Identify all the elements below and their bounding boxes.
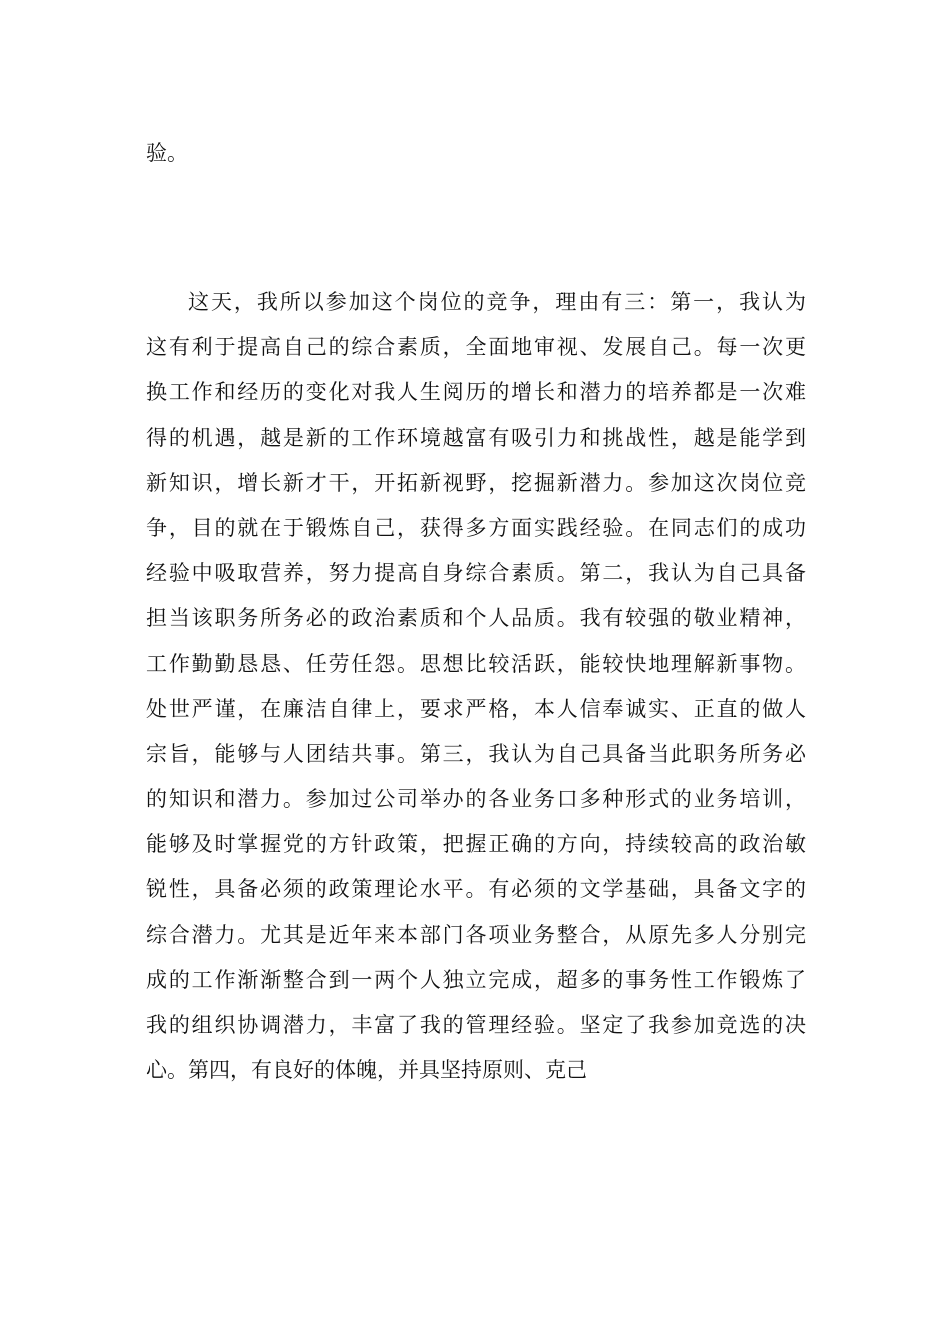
paragraph-line: 宗旨，能够与人团结共事。第三，我认为自己具备当此职务所务必 <box>146 741 806 766</box>
body-paragraph <box>146 280 806 1093</box>
paragraph-line: 综合潜力。尤其是近年来本部门各项业务整合，从原先多人分别完 <box>146 922 806 947</box>
paragraph-line: 得的机遇，越是新的工作环境越富有吸引力和挑战性，越是能学到 <box>146 425 806 450</box>
paragraph-line: 成的工作渐渐整合到一两个人独立完成，超多的事务性工作锻炼了 <box>146 967 806 992</box>
paragraph-line: 我的组织协调潜力，丰富了我的管理经验。坚定了我参加竞选的决 <box>146 1013 806 1037</box>
paragraph-line: 能够及时掌握党的方针政策，把握正确的方向，持续较高的政治敏 <box>146 832 806 857</box>
paragraph-line: 这天，我所以参加这个岗位的竞争，理由有三：第一，我认为 <box>188 290 806 314</box>
paragraph-line: 新知识，增长新才干，开拓新视野，挖掘新潜力。参加这次岗位竞 <box>146 470 806 495</box>
paragraph-line: 担当该职务所务必的政治素质和个人品质。我有较强的敬业精神， <box>146 606 806 631</box>
carry-over-text: 验。 <box>146 141 188 165</box>
paragraph-line: 这有利于提高自己的综合素质，全面地审视、发展自己。每一次更 <box>146 335 806 360</box>
paragraph-line: 的知识和潜力。参加过公司举办的各业务口多种形式的业务培训， <box>146 787 806 812</box>
paragraph-line: 工作勤勤恳恳、任劳任怨。思想比较活跃，能较快地理解新事物。 <box>146 651 806 676</box>
paragraph-line: 争，目的就在于锻炼自己，获得多方面实践经验。在同志们的成功 <box>146 515 806 540</box>
paragraph-line: 换工作和经历的变化对我人生阅历的增长和潜力的培养都是一次难 <box>146 380 806 405</box>
paragraph-line: 心。第四，有良好的体魄，并具坚持原则、克己 <box>146 1058 587 1083</box>
paragraph-line: 经验中吸取营养，努力提高自身综合素质。第二，我认为自己具备 <box>146 561 806 586</box>
paragraph-line: 锐性，具备必须的政策理论水平。有必须的文学基础，具备文字的 <box>146 877 806 902</box>
paragraph-line: 处世严谨，在廉洁自律上，要求严格，本人信奉诚实、正直的做人 <box>146 696 806 721</box>
